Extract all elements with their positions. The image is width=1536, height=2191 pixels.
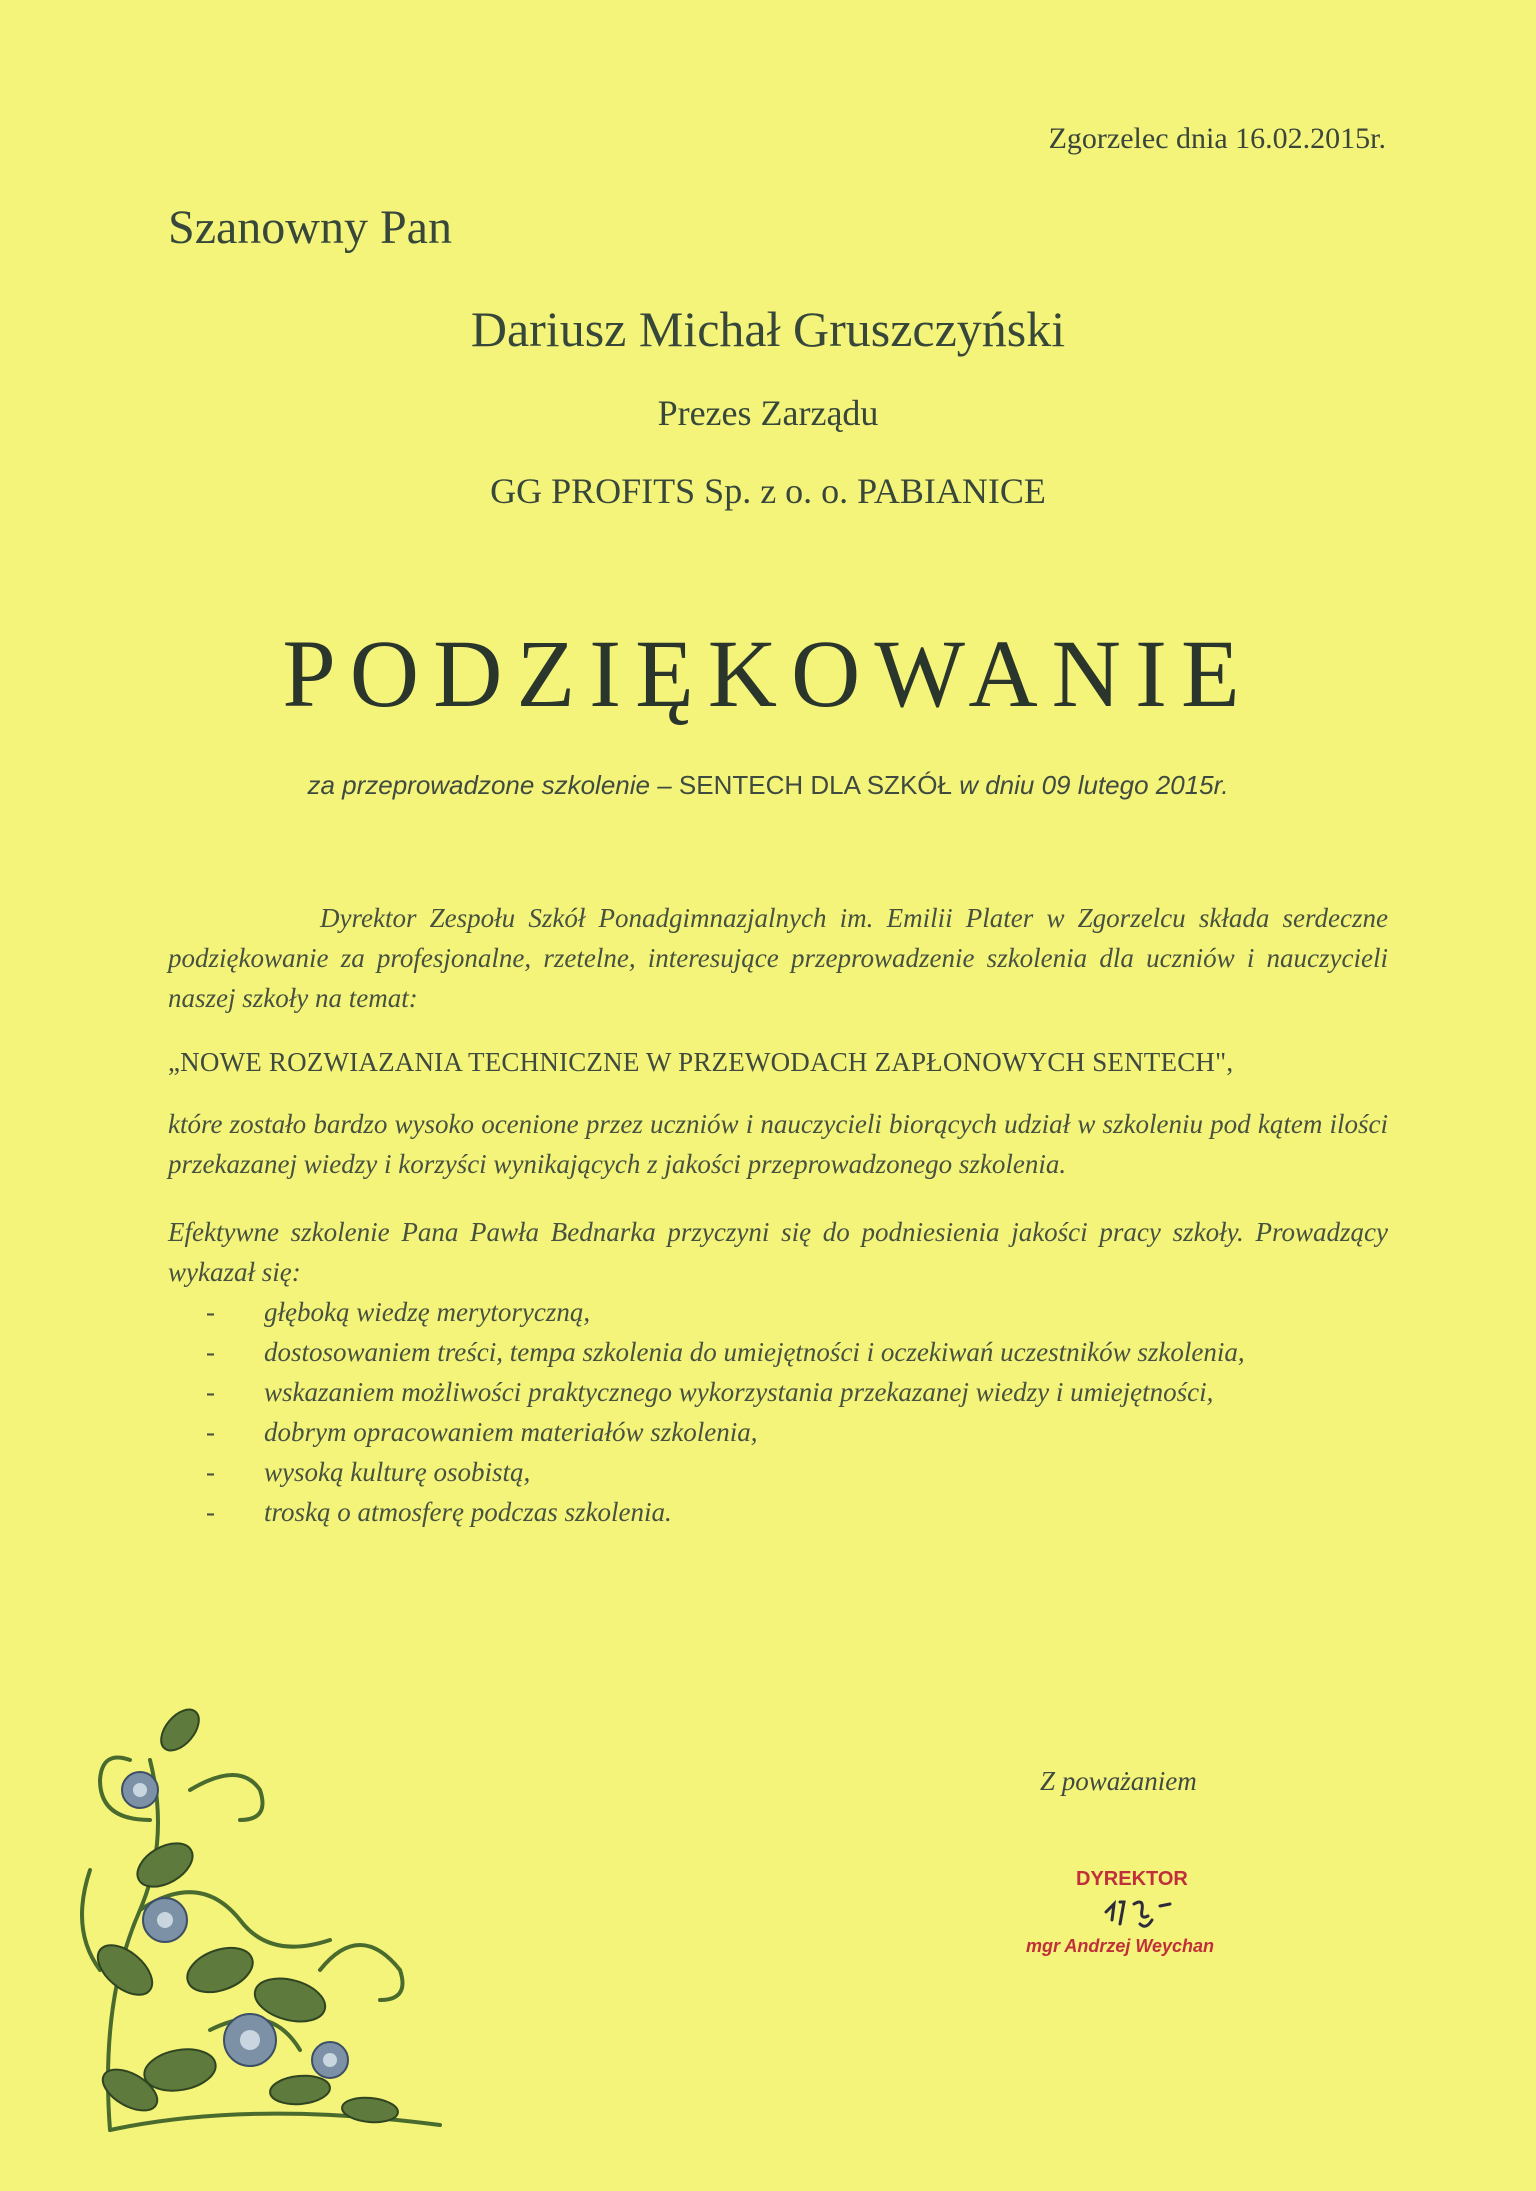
list-item [168, 1412, 1388, 1452]
paragraph-gap [168, 1184, 1388, 1212]
paragraph-1: Dyrektor Zespołu Szkół Ponadgimnazjalnych im. Emilii Plater w Zgorzelcu składa serdeczne podziękowanie za profesjonalne, rzetelne, interesujące przeprowadzenie szkolenia dla uczniów i nauczycieli naszej szkoły na temat: [168, 903, 1388, 1013]
list-item-text: dostosowaniem treści, tempa szkolenia do umiejętności i oczekiwań uczestników szkolenia, [264, 1337, 1245, 1367]
letter-date: Zgorzelec dnia 16.02.2015r. [1048, 122, 1386, 155]
handwritten-signature-icon [1100, 1890, 1190, 1940]
list-item-text: wskazaniem możliwości praktycznego wykorzystania przekazanej wiedzy i umiejętności, [264, 1377, 1214, 1407]
stamp-title: DYREKTOR [1076, 1868, 1188, 1890]
list-item [168, 1332, 1388, 1372]
paragraph-3: Efektywne szkolenie Pana Pawła Bednarka przyczyni się do podniesienia jakości pracy szkoły. Prowadzący wykazał się: [168, 1217, 1388, 1287]
list-bullet: - [206, 1417, 215, 1447]
list-item-text: troską o atmosferę podczas szkolenia. [264, 1497, 672, 1527]
list-item-text: dobrym opracowaniem materiałów szkolenia, [264, 1417, 758, 1447]
list-bullet: - [206, 1337, 215, 1367]
list-item [168, 1292, 1388, 1332]
subtitle-part-3: w dniu 09 lutego 2015r. [951, 770, 1229, 800]
subtitle-part-1: za przeprowadzone szkolenie – [307, 770, 679, 800]
list-bullet: - [206, 1297, 215, 1327]
document-title: PODZIĘKOWANIE [282, 620, 1254, 727]
list-item-text: głęboką wiedzę merytoryczną, [264, 1297, 591, 1327]
list-item-text: wysoką kulturę osobistą, [264, 1457, 531, 1487]
list-item [168, 1452, 1388, 1492]
recipient-name: Dariusz Michał Gruszczyński [470, 301, 1066, 357]
list-item [168, 1372, 1388, 1412]
list-bullet: - [206, 1457, 215, 1487]
paragraph-2: które zostało bardzo wysoko ocenione przez uczniów i nauczycieli biorących udział w szkoleniu pod kątem ilości przekazanej wiedzy i korzyści wynikających z jakości przeprowadzonego szkolenia. [168, 1109, 1388, 1179]
training-topic: „NOWE ROZWIAZANIA TECHNICZNE W PRZEWODACH ZAPŁONOWYCH SENTECH", [168, 1047, 1234, 1077]
qualities-list [168, 1292, 1388, 1532]
list-bullet: - [206, 1377, 215, 1407]
subtitle-part-2: SENTECH DLA SZKÓŁ [678, 770, 952, 800]
floral-vine-ornament-icon [70, 1670, 450, 2140]
recipient-company: GG PROFITS Sp. z o. o. PABIANICE [490, 471, 1046, 511]
signatory-name: mgr Andrzej Weychan [1026, 1936, 1215, 1956]
recipient-role: Prezes Zarządu [657, 393, 879, 433]
salutation: Szanowny Pan [168, 201, 452, 254]
letter-body [168, 898, 1388, 1532]
list-item [168, 1492, 1388, 1532]
document-subtitle [0, 770, 1536, 801]
closing-phrase: Z poważaniem [1040, 1766, 1197, 1796]
list-bullet: - [206, 1497, 215, 1527]
